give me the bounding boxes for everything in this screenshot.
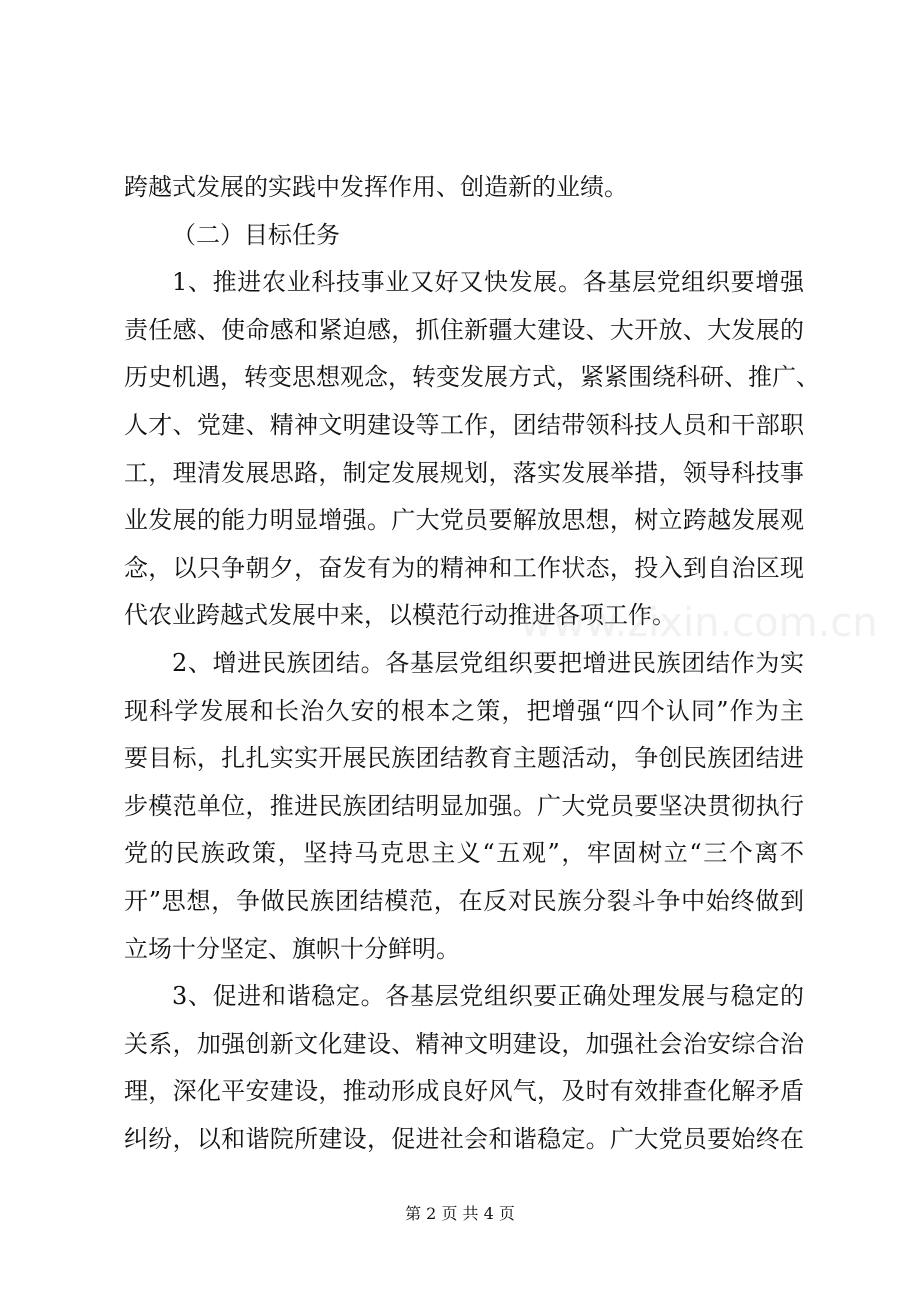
text-line: 历史机遇，转变思想观念，转变发展方式，紧紧围绕科研、推广、 bbox=[124, 363, 820, 392]
text-line: 人才、党建、精神文明建设等工作，团结带领科技人员和干部职 bbox=[124, 410, 804, 439]
text-line: 立场十分坚定、旗帜十分鲜明。 bbox=[124, 934, 460, 963]
text-line: （二）目标任务 bbox=[172, 220, 340, 249]
text-line: 党的民族政策，坚持马克思主义“五观”，牢固树立“三个离不 bbox=[124, 839, 804, 868]
text-line: 代农业跨越式发展中来，以模范行动推进各项工作。 bbox=[124, 601, 676, 630]
text-line: 1、推进农业科技事业又好又快发展。各基层党组织要增强 bbox=[172, 268, 804, 297]
text-line: 纠纷，以和谐院所建设，促进社会和谐稳定。广大党员要始终在 bbox=[124, 1124, 804, 1153]
text-line: 跨越式发展的实践中发挥作用、创造新的业绩。 bbox=[124, 173, 628, 201]
text-line: 工，理清发展思路，制定发展规划，落实发展举措，领导科技事 bbox=[124, 458, 804, 487]
text-line: 要目标，扎扎实实开展民族团结教育主题活动，争创民族团结进 bbox=[124, 744, 804, 773]
text-line: 业发展的能力明显增强。广大党员要解放思想，树立跨越发展观 bbox=[124, 506, 804, 535]
text-line: 2、增进民族团结。各基层党组织要把增进民族团结作为实 bbox=[172, 648, 804, 677]
text-line: 步模范单位，推进民族团结明显加强。广大党员要坚决贯彻执行 bbox=[124, 791, 804, 820]
text-line: 责任感、使命感和紧迫感，抓住新疆大建设、大开放、大发展的 bbox=[124, 315, 804, 344]
watermark: www.zixin.com.cn bbox=[520, 600, 878, 646]
text-line: 理，深化平安建设，推动形成良好风气，及时有效排查化解矛盾 bbox=[124, 1077, 804, 1106]
document-body bbox=[124, 164, 820, 1163]
page-footer: 第 2 页 共 4 页 bbox=[405, 1204, 515, 1223]
text-line: 开”思想，争做民族团结模范，在反对民族分裂斗争中始终做到 bbox=[124, 886, 804, 915]
text-line: 现科学发展和长治久安的根本之策，把增强“四个认同”作为主 bbox=[124, 696, 804, 725]
text-line: 关系，加强创新文化建设、精神文明建设，加强社会治安综合治 bbox=[124, 1029, 804, 1058]
text-line: 3、促进和谐稳定。各基层党组织要正确处理发展与稳定的 bbox=[172, 982, 804, 1011]
text-line: 念，以只争朝夕，奋发有为的精神和工作状态，投入到自治区现 bbox=[124, 553, 804, 582]
